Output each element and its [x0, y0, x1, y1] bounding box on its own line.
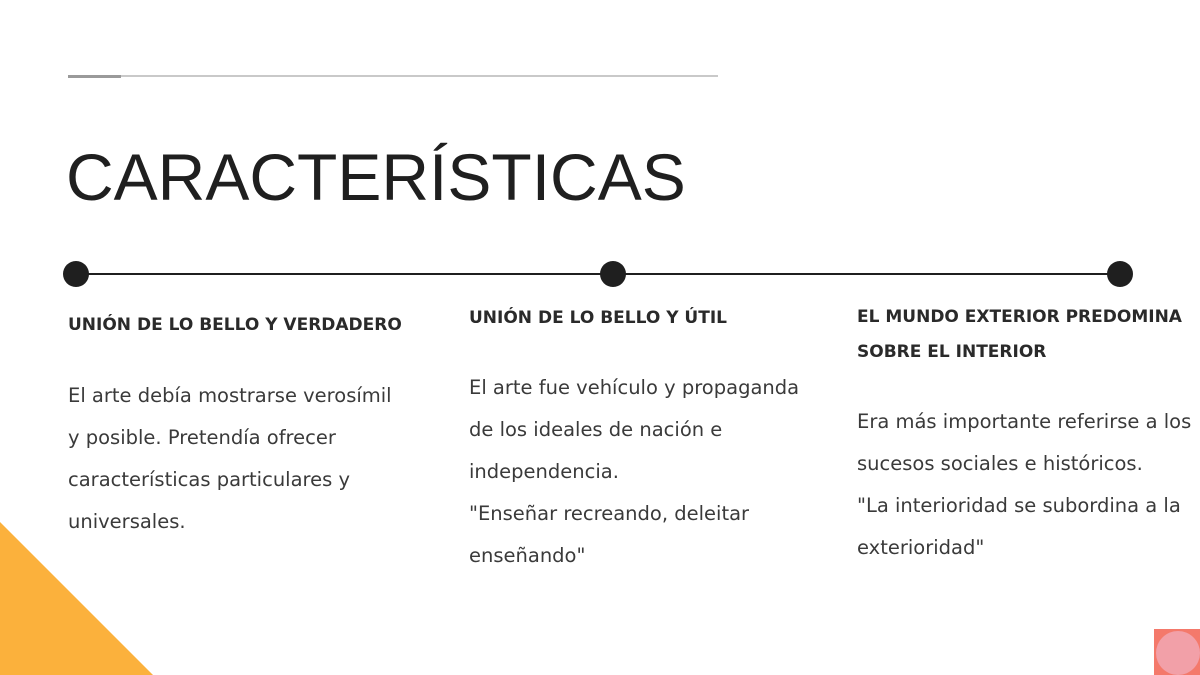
column-1	[68, 308, 408, 543]
decorative-square	[1154, 629, 1200, 675]
decorative-circle	[1156, 631, 1200, 675]
timeline-dot-2	[600, 261, 626, 287]
column-3-body: Era más importante referirse a los sucesos sociales e históricos. "La interioridad se subordina a la exterioridad"	[857, 410, 1192, 559]
slide-title: CARACTERÍSTICAS	[66, 140, 686, 214]
column-2-heading: UNIÓN DE LO BELLO Y ÚTIL	[469, 308, 727, 328]
timeline-dot-1	[63, 261, 89, 287]
column-2-body: El arte fue vehículo y propaganda de los ideales de nación e independencia. "Enseñar recreando, deleitar enseñando"	[469, 376, 800, 567]
column-2	[469, 301, 809, 577]
title-rule	[68, 75, 718, 77]
title-rule-accent	[68, 75, 121, 78]
column-1-body: El arte debía mostrarse verosímil y posible. Pretendía ofrecer características particulares y universales.	[68, 384, 392, 533]
timeline-dot-3	[1107, 261, 1133, 287]
column-1-heading: UNIÓN DE LO BELLO Y VERDADERO	[68, 315, 402, 335]
column-3	[857, 300, 1197, 569]
timeline-line	[76, 273, 1120, 275]
decorative-triangle	[0, 522, 153, 675]
column-3-heading: EL MUNDO EXTERIOR PREDOMINA SOBRE EL INTERIOR	[857, 307, 1182, 362]
